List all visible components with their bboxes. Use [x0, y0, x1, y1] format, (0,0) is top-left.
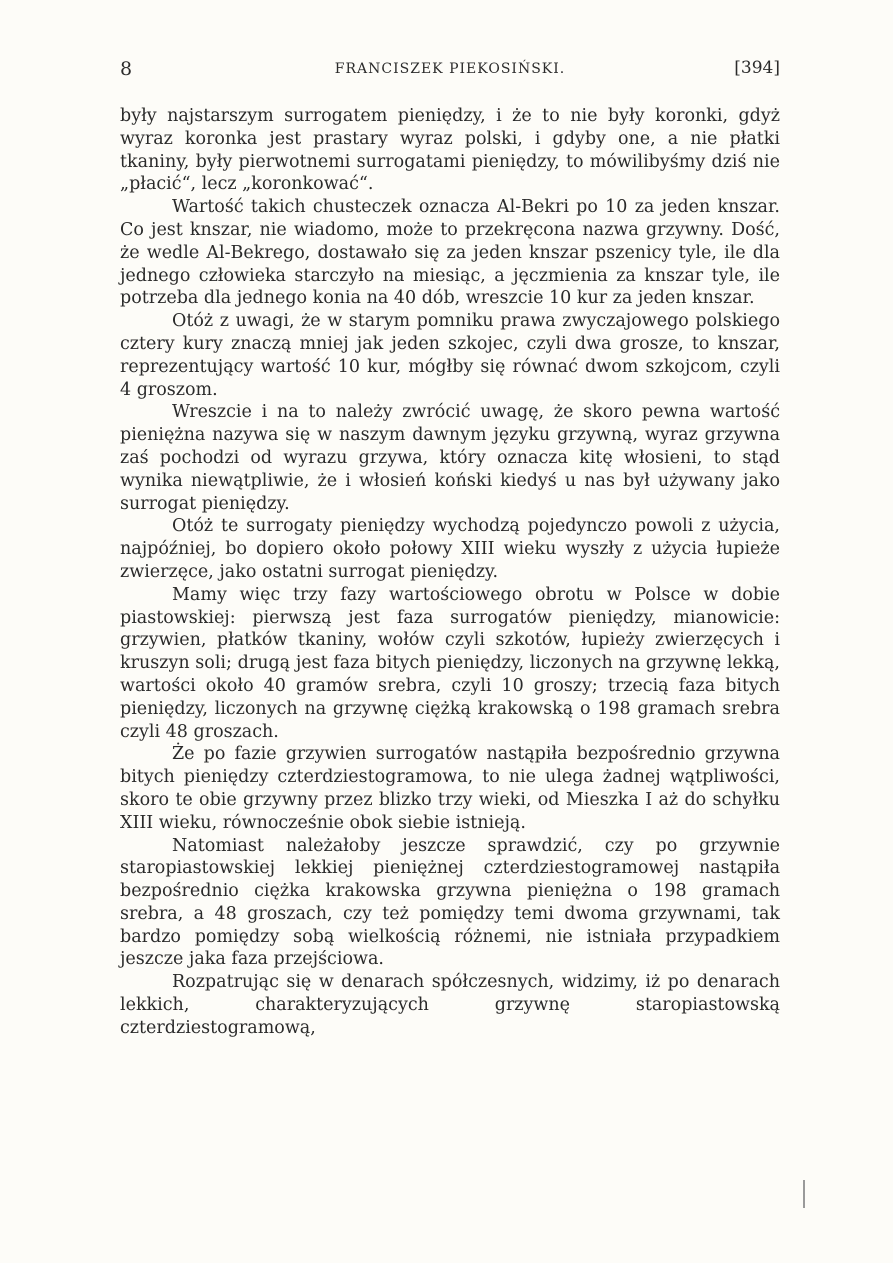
paragraph: Rozpatrując się w denarach spółczesnych, widzimy, iż po denarach lekkich, charakteryzujących grzywnę staropiastowską czterdziestogramową,	[120, 972, 780, 1038]
paragraph: Że po fazie grzywien surrogatów nastąpiła bezpośrednio grzywna bitych pieniędzy czterdziestogramowa, to nie ulega żadnej wątpliwości, skoro te obie grzywny przez blizko trzy wieki, od Mieszka I aż do schyłku XIII wieku, równocześnie obok siebie istnieją.	[120, 744, 780, 833]
paragraph: Natomiast należałoby jeszcze sprawdzić, czy po grzywnie staropiastowskiej lekkiej pieniężnej czterdziestogramowej nastąpiła bezpośrednio ciężka krakowska grzywna pieniężna o 198 gramach srebra, a 48 groszach, czy też pomiędzy temi dwoma grzywnami, tak bardzo pomiędzy sobą wielkością różnemi, nie istniała przypadkiem jeszcze jaka faza przejściowa.	[120, 835, 780, 970]
paragraph: Otóż te surrogaty pieniędzy wychodzą pojedynczo powoli z użycia, najpóźniej, bo dopiero około połowy XIII wieku wyszły z użycia łupieże zwierzęce, jako ostatni surrogat pieniędzy.	[120, 516, 780, 582]
page-header	[120, 58, 780, 86]
paragraph: Wartość takich chusteczek oznacza Al-Bekri po 10 za jeden knszar. Co jest knszar, nie wiadomo, może to przekręcona nazwa grzywny. Dość, że wedle Al-Bekrego, dostawało się za jeden knszar pszenicy tyle, ile dla jednego człowieka starczyło na miesiąc, a jęczmienia za knszar tyle, ile potrzeba dla jednego konia na 40 dób, wreszcie 10 kur za jeden knszar.	[120, 197, 780, 309]
paragraph: Wreszcie i na to należy zwrócić uwagę, że skoro pewna wartość pieniężna nazywa się w naszym dawnym języku grzywną, wyraz grzywna zaś pochodzi od wyrazu grzywa, który oznacza kitę włosieni, to stąd wynika niewątpliwie, że i włosień koński kiedyś u nas był używany jako surrogat pieniędzy.	[120, 402, 780, 514]
paragraph: Otóż z uwagi, że w starym pomniku prawa zwyczajowego polskiego cztery kury znaczą mniej jak jeden szkojec, czyli dwa grosze, to knszar, reprezentujący wartość 10 kur, mógłby się równać dwom szkojcom, czyli 4 groszom.	[120, 311, 780, 400]
section-number: [394]	[734, 58, 780, 78]
running-head: FRANCISZEK PIEKOSIŃSKI.	[334, 61, 566, 77]
paragraph: Mamy więc trzy fazy wartościowego obrotu w Polsce w dobie piastowskiej: pierwszą jest faza surrogatów pieniędzy, mianowicie: grzywien, płatków tkaniny, wołów czyli szkotów, łupieży zwierzęcych i kruszyn soli; drugą jest faza bitych pieniędzy, liczonych na grzywnę lekką, wartości około 40 gramów srebra, czyli 10 groszy; trzecią faza bitych pieniędzy, liczonych na grzywnę ciężką krakowską o 198 gramach srebra czyli 48 groszach.	[120, 584, 780, 742]
page-edge-mark	[803, 1180, 805, 1208]
page-number: 8	[120, 58, 133, 80]
paragraph: były najstarszym surrogatem pieniędzy, i że to nie były koronki, gdyż wyraz koronka jest prastary wyraz polski, i gdyby one, a nie płatki tkaniny, były pierwotnemi surrogatami pieniędzy, to mówilibyśmy dziś nie „płacić“, lecz „koronkować“.	[120, 106, 780, 195]
body-text	[120, 105, 780, 1040]
